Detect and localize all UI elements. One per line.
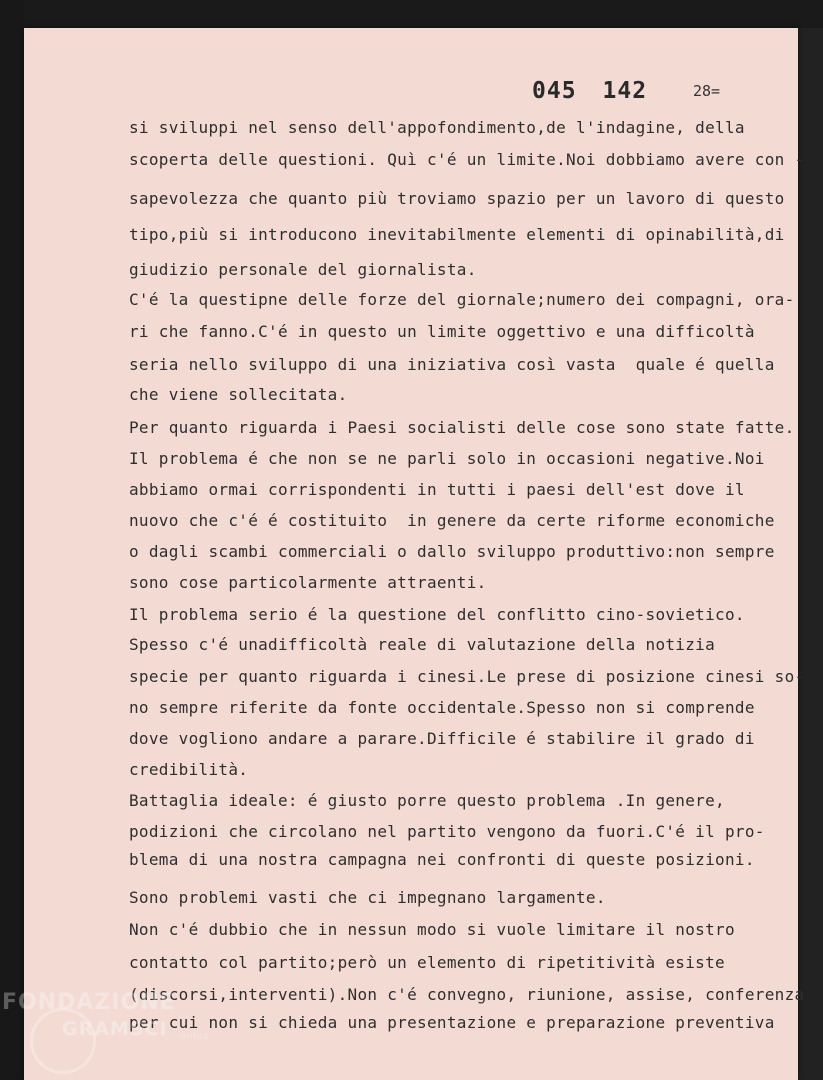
- text-line: Il problema serio é la questione del conflitto cino-sovietico.: [129, 605, 745, 624]
- text-line: Non c'é dubbio che in nessun modo si vuole limitare il nostro: [129, 920, 735, 939]
- text-line: credibilità.: [129, 760, 249, 779]
- text-line: Battaglia ideale: é giusto porre questo problema .In genere,: [129, 791, 725, 810]
- watermark-line-1: FONDAZIONE: [2, 990, 176, 1015]
- text-line: Sono problemi vasti che ci impegnano largamente.: [129, 888, 606, 907]
- text-line: Il problema é che non se ne parli solo in occasioni negative.Noi: [129, 449, 765, 468]
- watermark-line-3: onlus: [180, 1032, 210, 1042]
- scan-border-left: [0, 0, 24, 1080]
- text-line: o dagli scambi commerciali o dallo sviluppo produttivo:non sempre: [129, 542, 775, 561]
- text-line: scoperta delle questioni. Quì c'é un limite.Noi dobbiamo avere con -: [129, 150, 805, 169]
- text-line: Per quanto riguarda i Paesi socialisti delle cose sono state fatte.: [129, 418, 795, 437]
- text-line: giudizio personale del giornalista.: [129, 260, 477, 279]
- text-line: C'é la questipne delle forze del giornale;numero dei compagni, ora-: [129, 290, 795, 309]
- text-line: seria nello sviluppo di una iniziativa così vasta quale é quella: [129, 355, 775, 374]
- watermark: [2, 990, 210, 1042]
- text-line: Spesso c'é unadifficoltà reale di valutazione della notizia: [129, 635, 716, 654]
- text-line: abbiamo ormai corrispondenti in tutti i paesi dell'est dove il: [129, 480, 745, 499]
- text-line: dove vogliono andare a parare.Difficile é stabilire il grado di: [129, 729, 755, 748]
- archive-number: 045: [532, 78, 577, 104]
- text-line: contatto col partito;però un elemento di ripetitività esiste: [129, 953, 725, 972]
- text-line: specie per quanto riguarda i cinesi.Le prese di posizione cinesi so-: [129, 667, 805, 686]
- page-number: 28=: [693, 82, 721, 100]
- text-line: (discorsi,interventi).Non c'é convegno, riunione, assise, conferenza: [129, 985, 805, 1004]
- text-line: sapevolezza che quanto più troviamo spazio per un lavoro di questo: [129, 189, 785, 208]
- text-line: sono cose particolarmente attraenti.: [129, 573, 487, 592]
- text-line: no sempre riferite da fonte occidentale.Spesso non si comprende: [129, 698, 755, 717]
- text-line: che viene sollecitata.: [129, 385, 348, 404]
- text-line: si sviluppi nel senso dell'appofondimento,de l'indagine, della: [129, 118, 745, 137]
- text-line: ri che fanno.C'é in questo un limite oggettivo e una difficoltà: [129, 322, 755, 341]
- watermark-line-2: GRAMSCI: [62, 1018, 168, 1040]
- text-line: per cui non si chieda una presentazione e preparazione preventiva: [129, 1013, 775, 1032]
- scan-border-right: [798, 28, 823, 1080]
- text-line: podizioni che circolano nel partito vengono da fuori.C'é il pro-: [129, 822, 765, 841]
- text-line: blema di una nostra campagna nei confronti di queste posizioni.: [129, 850, 755, 869]
- archive-number-2: 142: [602, 78, 648, 104]
- text-line: tipo,più si introducono inevitabilmente elementi di opinabilità,di: [129, 225, 785, 244]
- text-line: nuovo che c'é é costituito in genere da certe riforme economiche: [129, 511, 775, 530]
- archive-stamp: [532, 78, 647, 104]
